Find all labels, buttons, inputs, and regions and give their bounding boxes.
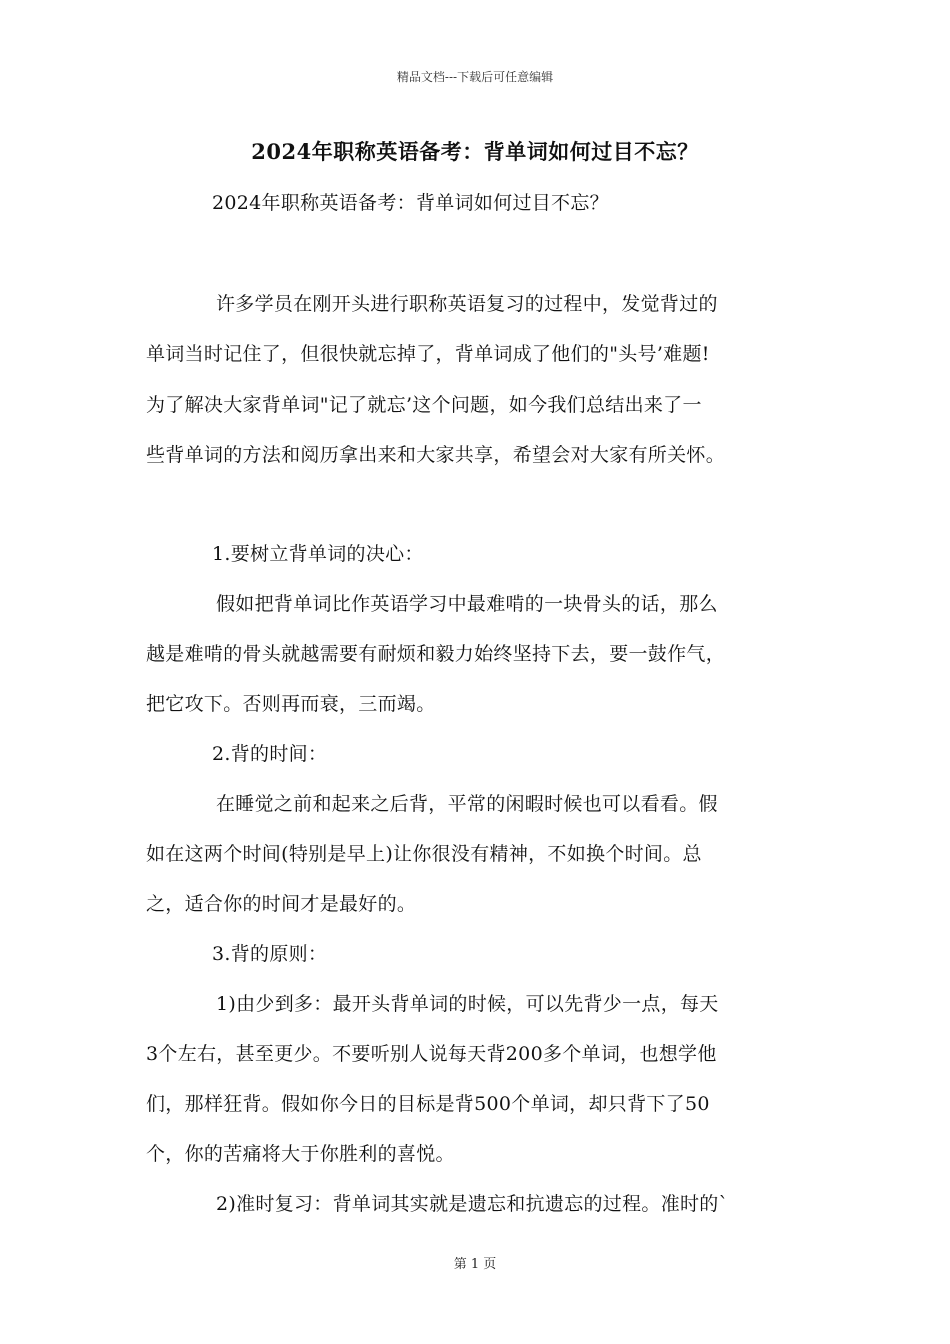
paragraph-line: 许多学员在刚开头进行职称英语复习的过程中，发觉背过的 — [216, 293, 718, 315]
paragraph-line: 3个左右，甚至更少。不要听别人说每天背200多个单词，也想学他 — [146, 1043, 717, 1065]
paragraph-line: 个，你的苦痛将大于你胜利的喜悦。 — [146, 1143, 455, 1165]
paragraph-line: 之，适合你的时间才是最好的。 — [146, 893, 417, 915]
paragraph-line: 把它攻下。否则再而衰，三而竭。 — [146, 693, 436, 715]
paragraph-line: 1)由少到多：最开头背单词的时候，可以先背少一点，每天 — [216, 993, 719, 1015]
page-number: 第 1 页 — [453, 1257, 497, 1272]
paragraph-line: 们，那样狂背。假如你今日的目标是背500个单词，却只背下了50 — [146, 1093, 710, 1115]
paragraph-line: 为了解决大家背单词"记了就忘’这个问题，如今我们总结出来了一 — [146, 394, 702, 416]
paragraph-line: 在睡觉之前和起来之后背，平常的闲暇时候也可以看看。假 — [216, 793, 718, 815]
paragraph-line: 2)准时复习：背单词其实就是遗忘和抗遗忘的过程。准时的` — [216, 1193, 729, 1215]
section-heading: 3.背的原则： — [212, 943, 328, 965]
paragraph-line: 越是难啃的骨头就越需要有耐烦和毅力始终坚持下去，要一鼓作气， — [146, 643, 726, 665]
subtitle-line: 2024年职称英语备考：背单词如何过目不忘？ — [212, 192, 609, 214]
paragraph-line: 假如把背单词比作英语学习中最难啃的一块骨头的话，那么 — [216, 593, 718, 615]
document-title: 2024年职称英语备考：背单词如何过目不忘？ — [251, 139, 699, 164]
paragraph-line: 些背单词的方法和阅历拿出来和大家共享，希望会对大家有所关怀。 — [146, 444, 726, 466]
paragraph-line: 单词当时记住了，但很快就忘掉了，背单词成了他们的"头号’难题! — [146, 343, 710, 365]
section-heading: 2.背的时间： — [212, 743, 328, 765]
section-heading: 1.要树立背单词的决心： — [212, 543, 424, 565]
paragraph-line: 如在这两个时间(特别是早上)让你很没有精神，不如换个时间。总 — [146, 843, 702, 865]
page-header: 精品文档---下载后可任意编辑 — [396, 70, 554, 84]
